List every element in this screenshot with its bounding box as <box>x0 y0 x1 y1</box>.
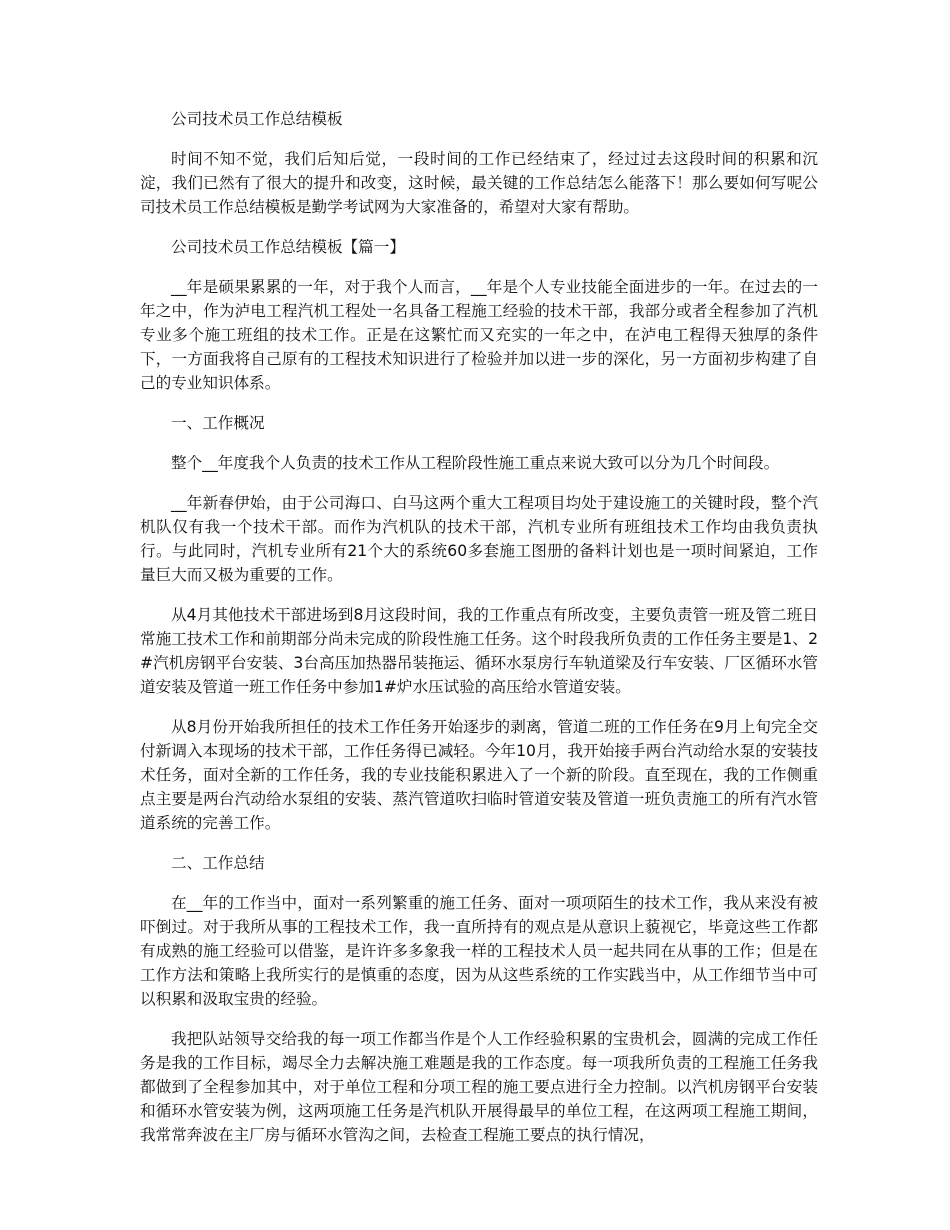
paragraph-3: __年新春伊始，由于公司海口、白马这两个重大工程项目均处于建设施工的关键时段，整个汽机队仅有我一个技术干部。而作为汽机队的技术干部，汽机专业所有班组技术工作均由我负责执行。与此同时，汽机专业所有21个大的系统60多套施工图册的备料计划也是一项时间紧迫，工作量巨大而又极为重要的工作。 <box>140 494 818 584</box>
section-heading-summary: 二、工作总结 <box>171 854 265 872</box>
document-body <box>140 107 818 1163</box>
section-heading-overview: 一、工作概况 <box>171 414 265 432</box>
document-title: 公司技术员工作总结模板 <box>171 110 343 128</box>
paragraph-2: 整个__年度我个人负责的技术工作从工程阶段性施工重点来说大致可以分为几个时间段。 <box>171 454 780 472</box>
paragraph-5: 从8月份开始我所担任的技术工作任务开始逐步的剥离，管道二班的工作任务在9月上旬完全交付新调入本现场的技术干部，工作任务得已减轻。今年10月，我开始接手两台汽动给水泵的安装技术任务，面对全新的工作任务，我的专业技能积累进入了一个新的阶段。直至现在，我的工作侧重点主要是两台汽动给水泵组的安装、蒸汽管道吹扫临时管道安装及管道一班负责施工的所有汽水管道系统的完善工作。 <box>140 718 818 832</box>
intro-paragraph: 时间不知不觉，我们后知后觉，一段时间的工作已经结束了，经过过去这段时间的积累和沉淀，我们已然有了很大的提升和改变，这时候，最关键的工作总结怎么能落下！那么要如何写呢公司技术员工作总结模板是勤学考试网为大家准备的，希望对大家有帮助。 <box>140 150 818 216</box>
paragraph-7: 我把队站领导交给我的每一项工作都当作是个人工作经验积累的宝贵机会，圆满的完成工作任务是我的工作目标，竭尽全力去解决施工难题是我的工作态度。每一项我所负责的工程施工任务我都做到了全程参加其中，对于单位工程和分项工程的施工要点进行全力控制。以汽机房钢平台安装和循环水管安装为例，这两项施工任务是汽机队开展得最早的单位工程，在这两项工程施工期间，我常常奔波在主厂房与循环水管沟之间，去检查工程施工要点的执行情况， <box>140 1030 818 1144</box>
paragraph-6: 在__年的工作当中，面对一系列繁重的施工任务、面对一项项陌生的技术工作，我从来没有被吓倒过。对于我所从事的工程技术工作，我一直所持有的观点是从意识上藐视它，毕竟这些工作都有成熟的施工经验可以借鉴，是许许多多象我一样的工程技术人员一起共同在从事的工作；但是在工作方法和策略上我所实行的是慎重的态度，因为从这些系统的工作实践当中，从工作细节当中可以积累和汲取宝贵的经验。 <box>140 894 818 1008</box>
paragraph-1: __年是硕果累累的一年，对于我个人而言，__年是个人专业技能全面进步的一年。在过去的一年之中，作为泸电工程汽机工程处一名具备工程施工经验的技术干部，我部分或者全程参加了汽机专业多个施工班组的技术工作。正是在这繁忙而又充实的一年之中，在泸电工程得天独厚的条件下，一方面我将自己原有的工程技术知识进行了检验并加以进一步的深化，另一方面初步构建了自己的专业知识体系。 <box>140 278 818 392</box>
document-subtitle: 公司技术员工作总结模板【篇一】 <box>171 238 405 256</box>
paragraph-4: 从4月其他技术干部进场到8月这段时间，我的工作重点有所改变，主要负责管一班及管二班日常施工技术工作和前期部分尚未完成的阶段性施工任务。这个时段我所负责的工作任务主要是1、2#汽机房钢平台安装、3台高压加热器吊装拖运、循环水泵房行车轨道梁及行车安装、厂区循环水管道安装及管道一班工作任务中参加1#炉水压试验的高压给水管道安装。 <box>140 606 818 696</box>
